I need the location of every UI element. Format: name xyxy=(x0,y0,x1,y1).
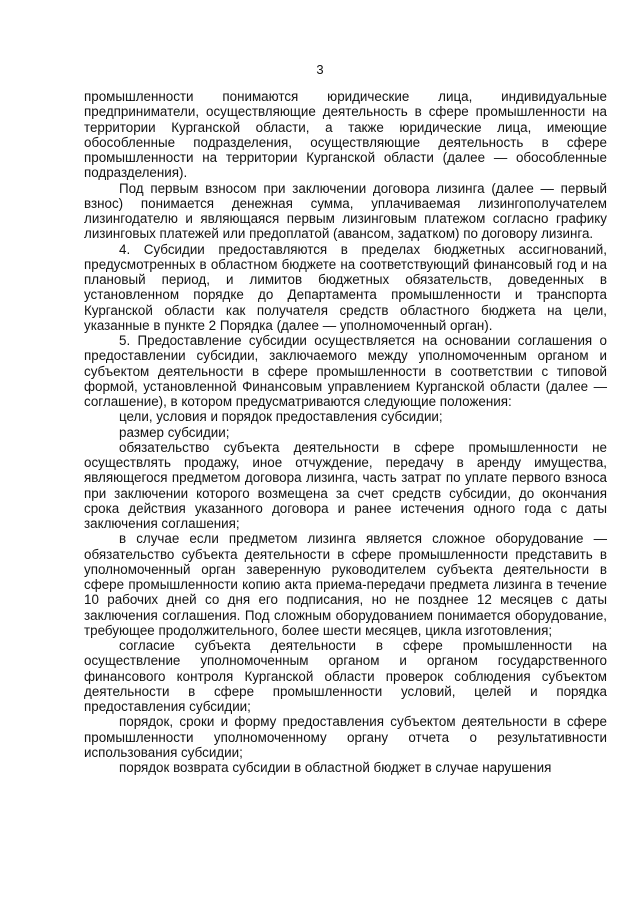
list-item-subsidy-amount: размер субсидии; xyxy=(119,424,230,440)
list-item-complex-equipment: в случае если предметом лизинга является сложное оборудование — обязательство субъекта деятельности в сфере промышленности представить в уполномоченный орган заверенную руководителем субъекта деятельности в сфере промышленности копию акта приема-передачи предмета лизинга в течение 10 рабочих дней со дня его подписания, но не позднее 12 месяцев с даты заключения соглашения. Под сложным оборудованием понимается оборудование, требующее продолжительного, более шести месяцев, цикла изготовления; xyxy=(84,531,607,638)
document-body xyxy=(84,89,607,775)
paragraph-item-5-agreement: 5. Предоставление субсидии осуществляется на основании соглашения о предоставлении субсидии, заключаемого между уполномоченным органом и субъектом деятельности в сфере промышленности в соответствии с типовой формой, установленной Финансовым управлением Курганской области (далее — соглашение), в котором предусматриваются следующие положения: xyxy=(84,333,607,409)
list-item-reporting-procedure: порядок, сроки и форму предоставления субъектом деятельности в сфере промышленности уполномоченному органу отчета о результативности использования субсидии; xyxy=(84,714,607,760)
list-item-goals-conditions: цели, условия и порядок предоставления субсидии; xyxy=(119,409,443,425)
paragraph-industry-entities-definition: промышленности понимаются юридические лица, индивидуальные предприниматели, осуществляющие деятельность в сфере промышленности на территории Курганской области, а также юридические лица, имеющие обособленные подразделения, осуществляющие деятельность в сфере промышленности на территории Курганской области (далее — обособленные подразделения). xyxy=(84,89,607,181)
paragraph-item-4-budget-limits: 4. Субсидии предоставляются в пределах бюджетных ассигнований, предусмотренных в областном бюджете на соответствующий финансовый год и на плановый период, и лимитов бюджетных обязательств, доведенных в установленном порядке до Департамента промышленности и транспорта Курганской области как получателя средств областного бюджета на цели, указанные в пункте 2 Порядка (далее — уполномоченный орган). xyxy=(84,241,607,333)
list-item-no-alienation-obligation: обязательство субъекта деятельности в сфере промышленности не осуществлять продажу, иное отчуждение, передачу в аренду имущества, являющегося предметом договора лизинга, часть затрат по уплате первого взноса при заключении которого возмещена за счет средств субсидии, до окончания срока действия указанного договора и ранее истечения одного года с даты заключения соглашения; xyxy=(84,439,607,531)
page-number: 3 xyxy=(316,62,324,77)
paragraph-first-payment-definition: Под первым взносом при заключении договора лизинга (далее — первый взнос) понимается денежная сумма, уплачиваемая лизингополучателем лизингодателю и являющаяся первым лизинговым платежом согласно графику лизинговых платежей или предоплатой (авансом, задатком) по договору лизинга. xyxy=(84,180,607,242)
list-item-inspection-consent: согласие субъекта деятельности в сфере промышленности на осуществление уполномоченным органом и органом государственного финансового контроля Курганской области проверок соблюдения субъектом деятельности в сфере промышленности условий, целей и порядка предоставления субсидии; xyxy=(84,638,607,714)
list-item-return-procedure: порядок возврата субсидии в областной бюджет в случае нарушения xyxy=(119,760,552,775)
